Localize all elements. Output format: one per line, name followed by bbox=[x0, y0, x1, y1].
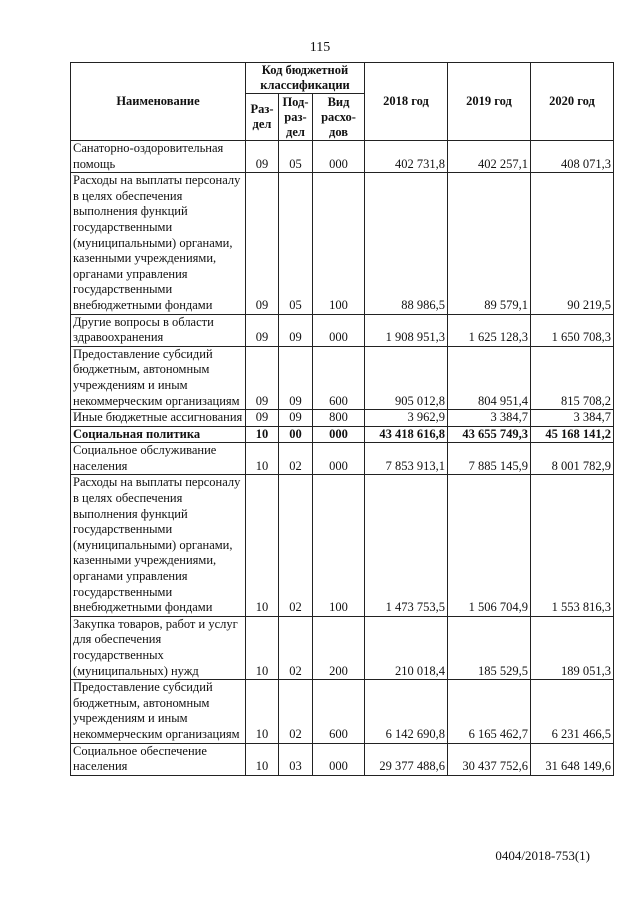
row-value-2018: 88 986,5 bbox=[365, 173, 448, 314]
row-expense-type: 100 bbox=[313, 173, 365, 314]
row-subsection: 00 bbox=[279, 426, 313, 443]
row-subsection: 03 bbox=[279, 743, 313, 775]
row-value-2020: 45 168 141,2 bbox=[531, 426, 614, 443]
row-value-2019: 804 951,4 bbox=[448, 346, 531, 409]
row-expense-type: 600 bbox=[313, 346, 365, 409]
budget-table bbox=[70, 62, 614, 776]
row-section: 09 bbox=[246, 141, 279, 173]
table-row bbox=[71, 346, 614, 409]
row-value-2019: 1 625 128,3 bbox=[448, 314, 531, 346]
table-row bbox=[71, 475, 614, 616]
row-name: Иные бюджетные ассигнования bbox=[71, 410, 246, 427]
row-name: Предоставление субсидий бюджетным, автономным учреждениям и иным некоммерческим организациям bbox=[71, 680, 246, 743]
table-row bbox=[71, 141, 614, 173]
row-name: Санаторно-оздоровительная помощь bbox=[71, 141, 246, 173]
row-value-2018: 7 853 913,1 bbox=[365, 443, 448, 475]
page-number: 115 bbox=[309, 40, 331, 55]
row-expense-type: 000 bbox=[313, 141, 365, 173]
row-subsection: 05 bbox=[279, 141, 313, 173]
row-expense-type: 000 bbox=[313, 426, 365, 443]
row-expense-type: 100 bbox=[313, 475, 365, 616]
row-section: 09 bbox=[246, 314, 279, 346]
row-value-2020: 815 708,2 bbox=[531, 346, 614, 409]
header-code-group: Код бюджетной классификации bbox=[246, 63, 365, 94]
row-value-2020: 1 553 816,3 bbox=[531, 475, 614, 616]
row-value-2020: 408 071,3 bbox=[531, 141, 614, 173]
row-value-2019: 7 885 145,9 bbox=[448, 443, 531, 475]
header-name: Наименование bbox=[71, 63, 246, 141]
row-section: 10 bbox=[246, 475, 279, 616]
row-name: Социальное обслуживание населения bbox=[71, 443, 246, 475]
row-value-2018: 6 142 690,8 bbox=[365, 680, 448, 743]
row-value-2018: 29 377 488,6 bbox=[365, 743, 448, 775]
header-expense-type: Вид расхо-дов bbox=[313, 94, 365, 141]
row-value-2018: 210 018,4 bbox=[365, 616, 448, 679]
row-value-2019: 43 655 749,3 bbox=[448, 426, 531, 443]
row-value-2018: 43 418 616,8 bbox=[365, 426, 448, 443]
row-section: 10 bbox=[246, 426, 279, 443]
row-name: Расходы на выплаты персоналу в целях обеспечения выполнения функций государственными (муниципальными) органами, казенными учреждениями, органами управления государственными внебюджетными фондами bbox=[71, 173, 246, 314]
row-section: 10 bbox=[246, 616, 279, 679]
row-section: 09 bbox=[246, 410, 279, 427]
table-row bbox=[71, 680, 614, 743]
document-code: 0404/2018-753(1) bbox=[495, 848, 590, 863]
row-value-2019: 89 579,1 bbox=[448, 173, 531, 314]
row-section: 09 bbox=[246, 346, 279, 409]
row-name: Закупка товаров, работ и услуг для обеспечения государственных (муниципальных) нужд bbox=[71, 616, 246, 679]
row-value-2020: 31 648 149,6 bbox=[531, 743, 614, 775]
row-name: Другие вопросы в области здравоохранения bbox=[71, 314, 246, 346]
row-value-2018: 402 731,8 bbox=[365, 141, 448, 173]
row-value-2020: 1 650 708,3 bbox=[531, 314, 614, 346]
row-name: Социальное обеспечение населения bbox=[71, 743, 246, 775]
row-section: 10 bbox=[246, 743, 279, 775]
header-2018: 2018 год bbox=[365, 63, 448, 141]
row-expense-type: 000 bbox=[313, 743, 365, 775]
row-section: 10 bbox=[246, 680, 279, 743]
table-row bbox=[71, 426, 614, 443]
row-name: Социальная политика bbox=[71, 426, 246, 443]
row-value-2020: 189 051,3 bbox=[531, 616, 614, 679]
table-body bbox=[71, 141, 614, 776]
header-subsection: Под-раз-дел bbox=[279, 94, 313, 141]
row-value-2020: 6 231 466,5 bbox=[531, 680, 614, 743]
row-name: Предоставление субсидий бюджетным, автономным учреждениям и иным некоммерческим организациям bbox=[71, 346, 246, 409]
table-row bbox=[71, 743, 614, 775]
row-expense-type: 600 bbox=[313, 680, 365, 743]
table-row bbox=[71, 616, 614, 679]
row-value-2018: 905 012,8 bbox=[365, 346, 448, 409]
table-row bbox=[71, 314, 614, 346]
row-section: 10 bbox=[246, 443, 279, 475]
row-subsection: 02 bbox=[279, 680, 313, 743]
table-row bbox=[71, 443, 614, 475]
row-value-2019: 30 437 752,6 bbox=[448, 743, 531, 775]
row-subsection: 05 bbox=[279, 173, 313, 314]
row-value-2019: 185 529,5 bbox=[448, 616, 531, 679]
row-subsection: 09 bbox=[279, 314, 313, 346]
header-2019: 2019 год bbox=[448, 63, 531, 141]
row-expense-type: 800 bbox=[313, 410, 365, 427]
header-section: Раз-дел bbox=[246, 94, 279, 141]
row-subsection: 02 bbox=[279, 475, 313, 616]
row-value-2019: 1 506 704,9 bbox=[448, 475, 531, 616]
row-value-2020: 90 219,5 bbox=[531, 173, 614, 314]
table-row bbox=[71, 410, 614, 427]
row-value-2018: 1 473 753,5 bbox=[365, 475, 448, 616]
row-value-2018: 3 962,9 bbox=[365, 410, 448, 427]
header-2020: 2020 год bbox=[531, 63, 614, 141]
row-expense-type: 000 bbox=[313, 443, 365, 475]
row-value-2020: 3 384,7 bbox=[531, 410, 614, 427]
row-subsection: 02 bbox=[279, 443, 313, 475]
row-expense-type: 200 bbox=[313, 616, 365, 679]
row-section: 09 bbox=[246, 173, 279, 314]
row-expense-type: 000 bbox=[313, 314, 365, 346]
row-value-2019: 6 165 462,7 bbox=[448, 680, 531, 743]
row-subsection: 09 bbox=[279, 346, 313, 409]
row-subsection: 09 bbox=[279, 410, 313, 427]
row-value-2019: 402 257,1 bbox=[448, 141, 531, 173]
row-value-2019: 3 384,7 bbox=[448, 410, 531, 427]
row-value-2018: 1 908 951,3 bbox=[365, 314, 448, 346]
row-value-2020: 8 001 782,9 bbox=[531, 443, 614, 475]
table-row bbox=[71, 173, 614, 314]
row-name: Расходы на выплаты персоналу в целях обеспечения выполнения функций государственными (муниципальными) органами, казенными учреждениями, органами управления государственными внебюджетными фондами bbox=[71, 475, 246, 616]
row-subsection: 02 bbox=[279, 616, 313, 679]
